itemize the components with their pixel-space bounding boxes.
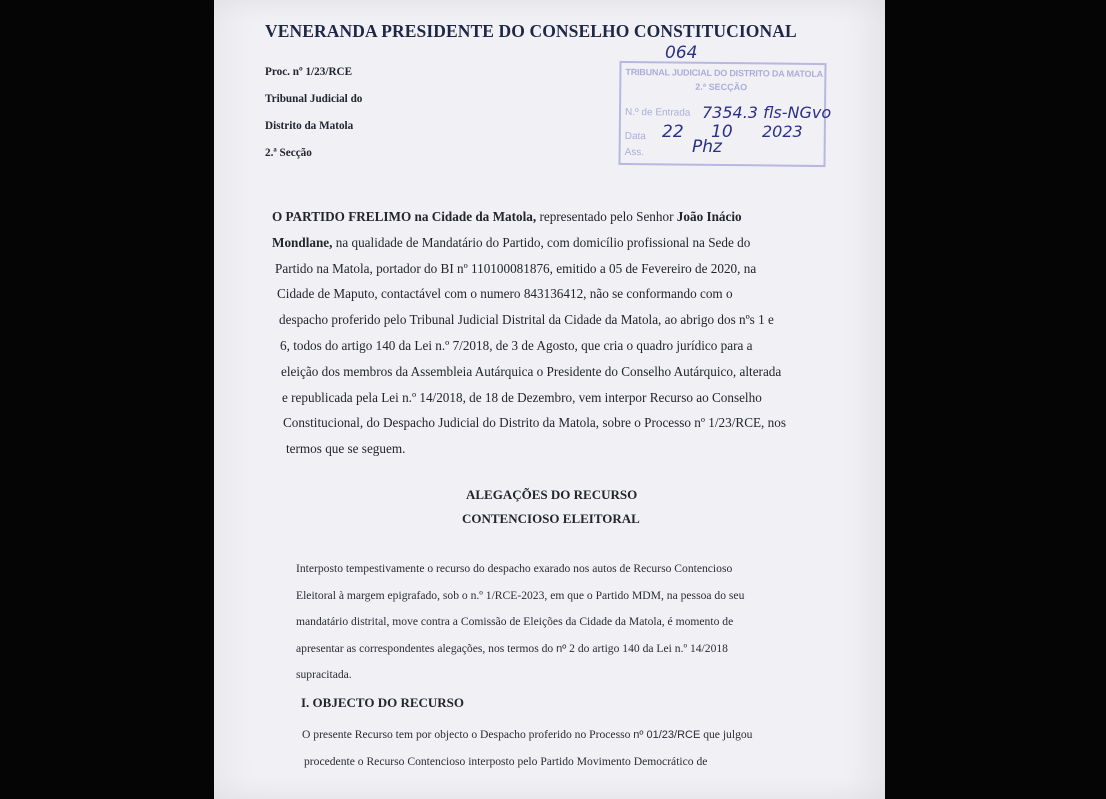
handwritten-date-day: 22 — [662, 122, 684, 142]
section-title-allegations: ALEGAÇÕES DO RECURSO — [466, 487, 638, 502]
stamp-court-name: TRIBUNAL JUDICIAL DO DISTRITO DA MATOLA — [625, 66, 824, 80]
handwritten-signature: Phz — [692, 137, 722, 157]
court-section: 2.ª Secção — [265, 147, 312, 159]
intro-line-5: despacho proferido pelo Tribunal Judicial Distrital da Cidade da Matola, ao abrigo dos nºs 1 e — [279, 312, 774, 328]
intro-line-10: termos que se seguem. — [286, 441, 406, 457]
intro-line-3: Partido na Matola, portador do BI nº 110100081876, emitido a 05 de Fevereiro de 2020, na — [275, 260, 757, 276]
intro-line-4: Cidade de Maputo, contactável com o numero 843136412, não se conformando com o — [277, 286, 733, 302]
intro-line-8: e republicada pela Lei n.º 14/2018, de 18 de Dezembro, vem interpor Recurso ao Conselho — [282, 389, 762, 405]
allegations-line-2: Eleitoral à margem epigrafado, sob o n.º 1/RCE-2023, em que o Partido MDM, na pessoa do seu — [296, 588, 745, 602]
allegations-paragraph — [296, 556, 836, 689]
handwritten-entry-number: 7354.3 fls-NGvo — [702, 103, 832, 122]
stamp-date-label: Data — [624, 130, 646, 143]
allegations-line-5: supracitada. — [296, 668, 352, 681]
document-content — [214, 0, 885, 799]
court-name-line1: Tribunal Judicial do — [265, 93, 363, 105]
section-title-object: I. OBJECTO DO RECURSO — [301, 695, 465, 710]
allegations-line-4: apresentar as correspondentes alegações, nos termos do nº 2 do artigo 140 da Lei n.º 14/2018 — [296, 641, 728, 655]
allegations-line-1: Interposto tempestivamente o recurso do despacho exarado nos autos de Recurso Contencioso — [296, 562, 733, 575]
object-line-1: O presente Recurso tem por objecto o Despacho proferido no Processo nº 01/23/RCE que julgou — [302, 728, 753, 741]
handwritten-date-year: 2023 — [762, 122, 803, 141]
intro-line-2: Mondlane, na qualidade de Mandatário do Partido, com domicílio profissional na Sede do — [272, 234, 751, 250]
section-title-electoral: CONTENCIOSO ELEITORAL — [462, 511, 640, 526]
handwritten-page-number: 064 — [665, 43, 698, 63]
object-paragraph — [302, 722, 842, 775]
object-line-2: procedente o Recurso Contencioso interposto pelo Partido Movimento Democrático de — [304, 754, 708, 768]
stamp-entry-label: N.º de Entrada — [624, 106, 691, 119]
court-name-line2: Distrito da Matola — [265, 120, 354, 132]
stamp-section: 2.ª SECÇÃO — [695, 81, 748, 93]
intro-line-9: Constitucional, do Despacho Judicial do Distrito da Matola, sobre o Processo nº 1/23/RCE, nos — [283, 415, 786, 431]
allegations-line-3: mandatário distrital, move contra a Comissão de Eleições da Cidade da Matola, é momento de — [296, 615, 734, 628]
handwritten-date-month: 10 — [711, 122, 733, 142]
intro-line-7: eleição dos membros da Assembleia Autárquica o Presidente do Conselho Autárquico, alterada — [281, 363, 782, 379]
document-heading: VENERANDA PRESIDENTE DO CONSELHO CONSTITUCIONAL — [265, 21, 797, 41]
intro-line-6: 6, todos do artigo 140 da Lei n.º 7/2018, de 3 de Agosto, que cria o quadro jurídico para a — [280, 337, 753, 353]
document-page — [214, 0, 885, 799]
stamp-signature-label: Ass. — [624, 146, 645, 159]
process-number: Proc. nº 1/23/RCE — [265, 66, 353, 78]
intro-paragraph — [272, 204, 818, 462]
intro-line-1: O PARTIDO FRELIMO na Cidade da Matola, representado pelo Senhor João Inácio — [272, 209, 742, 224]
